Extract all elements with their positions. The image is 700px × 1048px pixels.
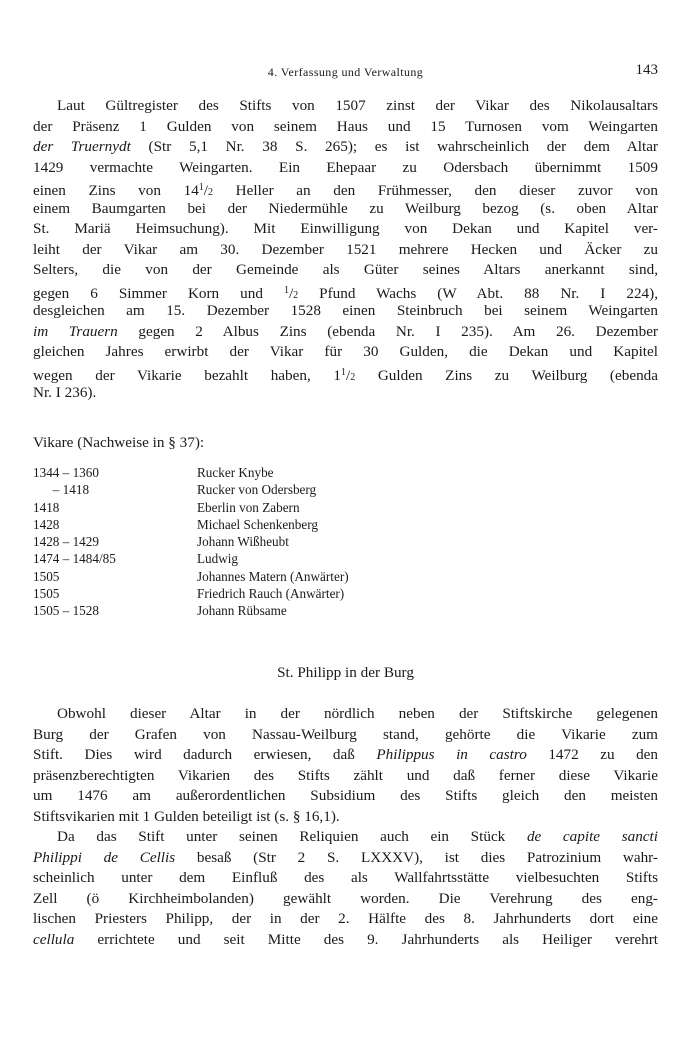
vikar-years: – 1418 — [33, 482, 90, 498]
text-line: gleichen Jahres erwirbt der Vikar für 30 Gulden, die Dekan und Kapitel — [33, 343, 658, 360]
text-line: der Präsenz 1 Gulden von seinem Haus und 15 Turnosen vom Weingarten — [33, 117, 658, 135]
text-line: wegen der Vikarie bezahlt haben, $1^1/2$ Gulden Zins zu Weilburg (ebenda — [33, 366, 658, 384]
vikar-row — [33, 499, 349, 516]
vikare-heading: Vikare (Nachweise in § 37): — [33, 434, 205, 451]
italic-term: cellula — [33, 930, 75, 948]
text-line: scheinlich unter dem Einfluß des als Wallfahrtsstätte vielbesuchten Stifts — [33, 869, 658, 886]
vikar-row — [33, 602, 349, 619]
vikar-years: 1474 – 1484/85 — [33, 551, 116, 567]
italic-term: Philippi de Cellis — [33, 848, 176, 866]
fraction-numerator: 1 — [198, 182, 204, 193]
text-line: der Truernydt (Str 5,1 Nr. 38 S. 265); es ist wahrscheinlich der dem Altar — [33, 138, 658, 155]
text-line: Stiftsvikarien mit 1 Gulden beteiligt ist (s. § 16,1). — [33, 807, 340, 825]
fraction-numerator: 1 — [283, 284, 289, 296]
text-line: Nr. I 236). — [33, 384, 97, 401]
vikar-years: 1344 – 1360 — [33, 465, 99, 480]
text-line: Laut Gültregister des Stifts von 1507 zinst der Vikar des Nikolausaltars — [57, 97, 658, 114]
section-heading: St. Philipp in der Burg — [277, 664, 414, 681]
running-title: 4. Verfassung und Verwaltung — [267, 65, 424, 79]
vikar-years: 1505 – 1528 — [33, 603, 99, 619]
fraction-numerator: 1 — [340, 366, 346, 378]
vikar-years: 1505 — [33, 586, 60, 602]
paragraph-philipp-burg — [33, 704, 658, 827]
fraction-denominator: 2 — [293, 289, 299, 301]
vikar-row — [33, 568, 349, 585]
text-line: Burg der Grafen von Nassau-Weilburg stand, gehörte die Vikarie zum — [33, 725, 658, 743]
text-line: desgleichen am 15. Dezember 1528 einen Steinbruch bei seinem Weingarten — [33, 302, 658, 319]
vikar-name: Rucker von Odersberg — [197, 482, 317, 498]
text-line: Selters, die von der Gemeinde als Güter seines Altars anerkannt sind, — [33, 261, 658, 278]
vikar-years: 1428 — [33, 516, 60, 532]
vikar-years: 1428 – 1429 — [33, 534, 99, 550]
italic-term: der Truernydt — [33, 138, 131, 155]
text-line: gegen 6 Simmer Korn und $^1$/2 Pfund Wachs (W Abt. 88 Nr. I 224), — [33, 284, 658, 302]
italic-term: Philippus in castro — [376, 746, 527, 763]
text-line: um 1476 am außerordentlichen Subsidium des Stifts gleich den meisten — [33, 787, 658, 804]
text-line: Philippi de Cellis besaß (Str 2 S. LXXXV), ist dies Patrozinium wahr- — [33, 848, 658, 866]
vikar-row — [33, 516, 349, 533]
text-line: einem Baumgarten bei der Niedermühle zu Weilburg bezog (s. oben Altar — [33, 199, 658, 217]
vikar-row — [33, 481, 349, 498]
vikar-name: Johann Wißheubt — [197, 534, 289, 550]
vikar-row — [33, 585, 349, 602]
vikar-row — [33, 533, 349, 550]
vikar-table — [33, 464, 349, 620]
text-line: 1429 vermachte Weingarten. Ein Ehepaar zu Odersbach übernimmt 1509 — [33, 158, 658, 176]
vikar-years: 1505 — [33, 568, 60, 584]
vikar-name: Eberlin von Zabern — [197, 499, 300, 515]
text-line: leiht der Vikar am 30. Dezember 1521 mehrere Hecken und Äcker zu — [33, 240, 658, 258]
vikar-years: 1418 — [33, 499, 60, 515]
vikar-name: Rucker Knybe — [197, 465, 274, 480]
fraction-denominator: 2 — [208, 187, 214, 198]
text-line: im Trauern gegen 2 Albus Zins (ebenda Nr. I 235). Am 26. Dezember — [33, 322, 658, 340]
vikar-name: Friedrich Rauch (Anwärter) — [197, 586, 345, 602]
text-line: Obwohl dieser Altar in der nördlich neben der Stiftskirche gelegenen — [57, 705, 658, 722]
text-line: lischen Priesters Philipp, der in der 2. Hälfte des 8. Jahrhunderts dort eine — [33, 910, 658, 927]
vikar-name: Ludwig — [197, 551, 239, 567]
vikar-name: Michael Schenkenberg — [197, 516, 318, 532]
vikar-name: Johann Rübsame — [197, 603, 287, 619]
vikar-row — [33, 464, 349, 481]
italic-term: im Trauern — [33, 322, 118, 340]
paragraph-nikolausaltar — [33, 96, 658, 404]
text-line: Da das Stift unter seinen Reliquien auch ein Stück de capite sancti — [57, 828, 658, 845]
fraction-denominator: 2 — [350, 371, 356, 383]
text-line: Zell (ö Kirchheimbolanden) gewählt worden. Die Verehrung des eng- — [33, 889, 658, 907]
italic-term: de capite sancti — [526, 828, 658, 845]
text-line: Stift. Dies wird dadurch erwiesen, daß Philippus in castro 1472 zu den — [33, 746, 658, 763]
running-head — [33, 62, 658, 84]
text-line: präsenzberechtigten Vikarien des Stifts zählt und daß ferner diese Vikarie — [33, 766, 658, 784]
paragraph-patrozinium — [33, 827, 658, 950]
text-line: cellula errichtete und seit Mitte des 9. Jahrhunderts als Heiliger verehrt — [33, 930, 658, 948]
vikar-row — [33, 550, 349, 567]
page-number: 143 — [635, 62, 658, 78]
text-line: St. Mariä Heimsuchung). Mit Einwilligung von Dekan und Kapitel ver- — [33, 220, 658, 237]
vikar-name: Johannes Matern (Anwärter) — [197, 568, 349, 584]
text-line: einen Zins von $14^1/2$ Heller an den Frühmesser, den dieser zuvor von — [33, 182, 658, 199]
